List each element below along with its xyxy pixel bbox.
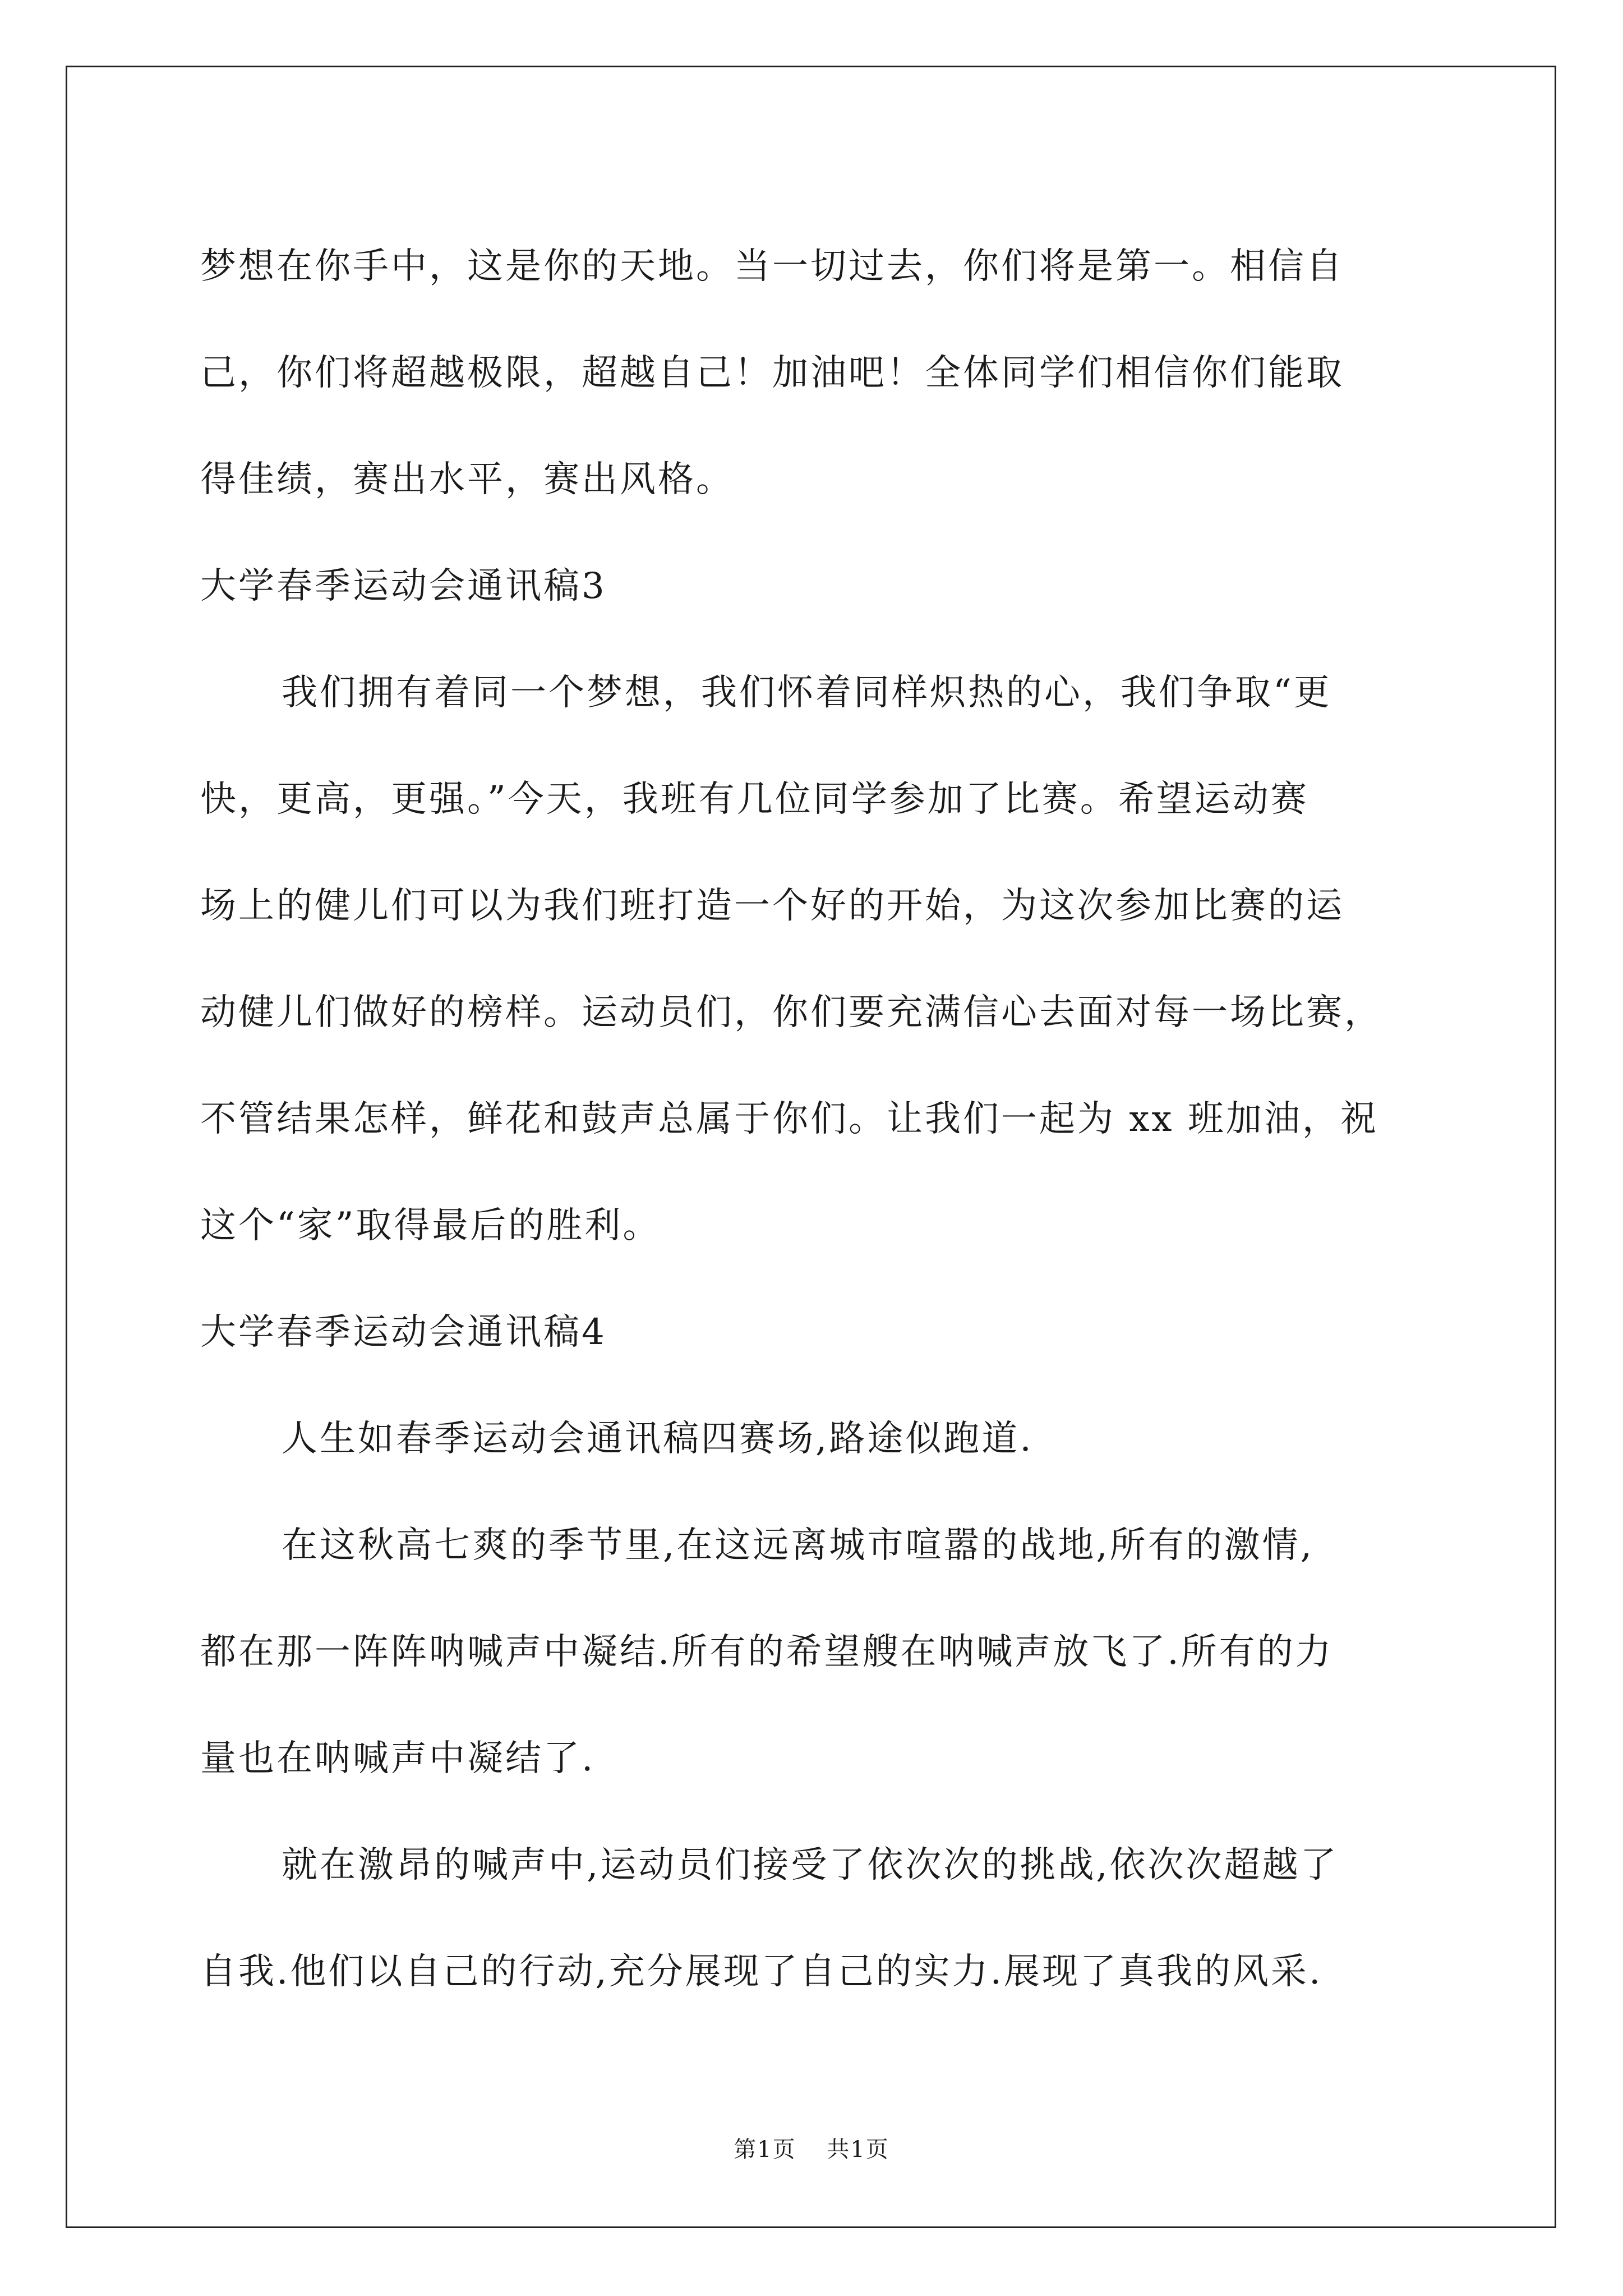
text-line: 这个“家”取得最后的胜利。 <box>200 1205 661 1246</box>
page-number-total: 共1页 <box>827 2137 889 2162</box>
paragraph-first-line: 人生如春季运动会通讯稿四赛场,路途似跑道. <box>282 1418 1034 1460</box>
text-line: 不管结果怎样，鲜花和鼓声总属于你们。让我们一起为 xx 班加油，祝 <box>200 1098 1378 1140</box>
text-line: 梦想在你手中，这是你的天地。当一切过去，你们将是第一。相信自 <box>200 246 1344 287</box>
section-heading: 大学春季运动会通讯稿3 <box>200 565 607 607</box>
paragraph-first-line: 我们拥有着同一个梦想，我们怀着同样炽热的心，我们争取“更 <box>282 672 1332 714</box>
text-line: 动健儿们做好的榜样。运动员们，你们要充满信心去面对每一场比赛， <box>200 992 1382 1033</box>
text-line: 己，你们将超越极限，超越自己！加油吧！全体同学们相信你们能取 <box>200 352 1344 394</box>
document-body <box>200 213 1459 2025</box>
text-line: 都在那一阵阵呐喊声中凝结.所有的希望艘在呐喊声放飞了.所有的力 <box>200 1631 1334 1673</box>
text-line: 量也在呐喊声中凝结了. <box>200 1738 596 1779</box>
text-line: 得佳绩，赛出水平，赛出风格。 <box>200 459 734 500</box>
text-line: 场上的健儿们可以为我们班打造一个好的开始，为这次参加比赛的运 <box>200 885 1344 927</box>
text-line: 自我.他们以自己的行动,充分展现了自己的实力.展现了真我的风采. <box>200 1951 1323 1993</box>
section-heading: 大学春季运动会通讯稿4 <box>200 1312 607 1353</box>
paragraph-first-line: 就在激昂的喊声中,运动员们接受了依次次的挑战,依次次超越了 <box>282 1844 1339 1886</box>
paragraph-first-line: 在这秋高七爽的季节里,在这远离城市喧嚣的战地,所有的激情, <box>282 1525 1315 1566</box>
text-line: 快，更高，更强。”今天，我班有几位同学参加了比赛。希望运动赛 <box>200 779 1309 820</box>
page-number-current: 第1页 <box>734 2137 796 2162</box>
page-footer <box>0 2132 1623 2164</box>
